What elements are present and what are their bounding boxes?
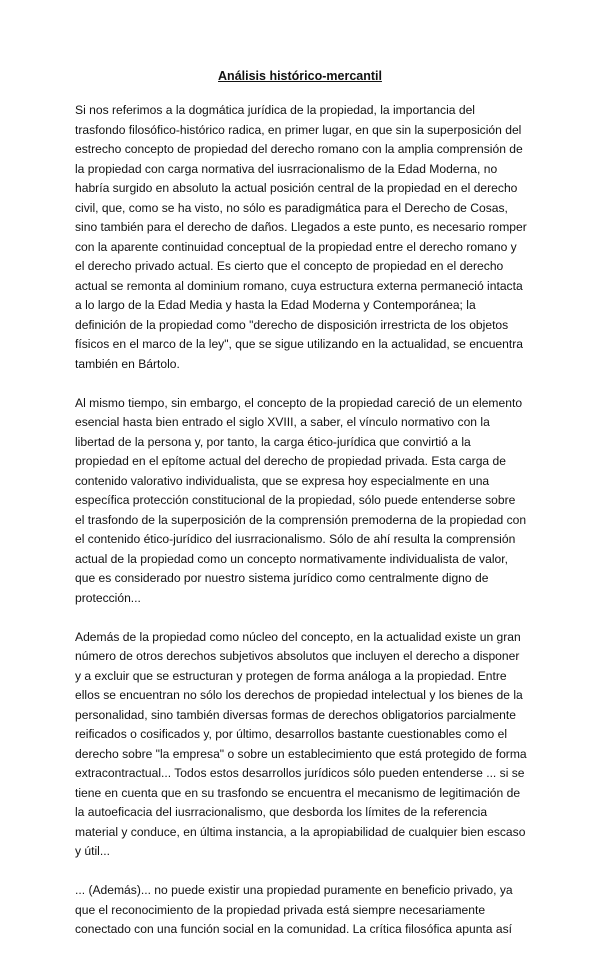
paragraph-3: Además de la propiedad como núcleo del concepto, en la actualidad existe un gran número de otros derechos subjetivos absolutos que incluyen el derecho a disponer y a excluir que se estructuran y protegen de forma análoga a la propiedad. Entre ellos se encuentran no sólo los derechos de propiedad intelectual y los bienes de la personalidad, sino también diversas formas de derechos obligatorios parcialmente reificados o cosificados y, por último, desarrollos bastante cuestionables como el derecho sobre "la empresa" o sobre un establecimiento que está protegido de forma extracontractual... Todos estos desarrollos jurídicos sólo pueden entenderse ... si se tiene en cuenta que en su trasfondo se encuentra el mecanismo de legitimación de la autoeficacia del iusrracionalismo, que desborda los límites de la referencia material y conduce, en última instancia, a la apropiabilidad de cualquier bien escaso y útil... — [75, 629, 527, 858]
paragraph-1: Si nos referimos a la dogmática jurídica de la propiedad, la importancia del trasfondo filosófico-histórico radica, en primer lugar, en que sin la superposición del estrecho concepto de propiedad del derecho romano con la amplia comprensión de la propiedad con carga normativa del iusrracionalismo de la Edad Moderna, no habría surgido en absoluto la actual posición central de la propiedad en el derecho civil, que, como se ha visto, no sólo es paradigmática para el Derecho de Cosas, sino también para el derecho de daños. Llegados a este punto, es necesario romper con la aparente continuidad conceptual de la propiedad entre el derecho romano y el derecho privado actual. Es cierto que el concepto de propiedad en el derecho actual se remonta al dominium romano, cuya estructura externa permaneció intacta a lo largo de la Edad Media y hasta la Edad Moderna y Contemporánea; la definición de la propiedad como "derecho de disposición irrestricta de los objetos físicos en el marco de la ley", que se sigue utilizando en la actualidad, se encuentra también en Bártolo. — [75, 103, 527, 371]
document-body — [75, 101, 527, 959]
paragraph-4: ... (Además)... no puede existir una propiedad puramente en beneficio privado, ya que el reconocimiento de la propiedad privada está siempre necesariamente conectado con una función social en la comunidad. La crítica filosófica apunta así — [75, 883, 513, 936]
document-title: Análisis histórico-mercantil — [218, 69, 382, 83]
paragraph-2: Al mismo tiempo, sin embargo, el concepto de la propiedad careció de un elemento esencial hasta bien entrado el siglo XVIII, a saber, el vínculo normativo con la libertad de la persona y, por tanto, la carga ético-jurídica que convirtió a la propiedad en el epítome actual del derecho de propiedad privada. Esta carga de contenido valorativo individualista, que se expresa hoy especialmente en una específica protección constitucional de la propiedad, sólo puede entenderse sobre el trasfondo de la superposición de la comprensión premoderna de la propiedad con el contenido ético-jurídico del iusrracionalismo. Sólo de ahí resulta la comprensión actual de la propiedad como un concepto normativamente individualista de valor, que es considerado por nuestro sistema jurídico como centralmente digno de protección... — [75, 395, 527, 605]
